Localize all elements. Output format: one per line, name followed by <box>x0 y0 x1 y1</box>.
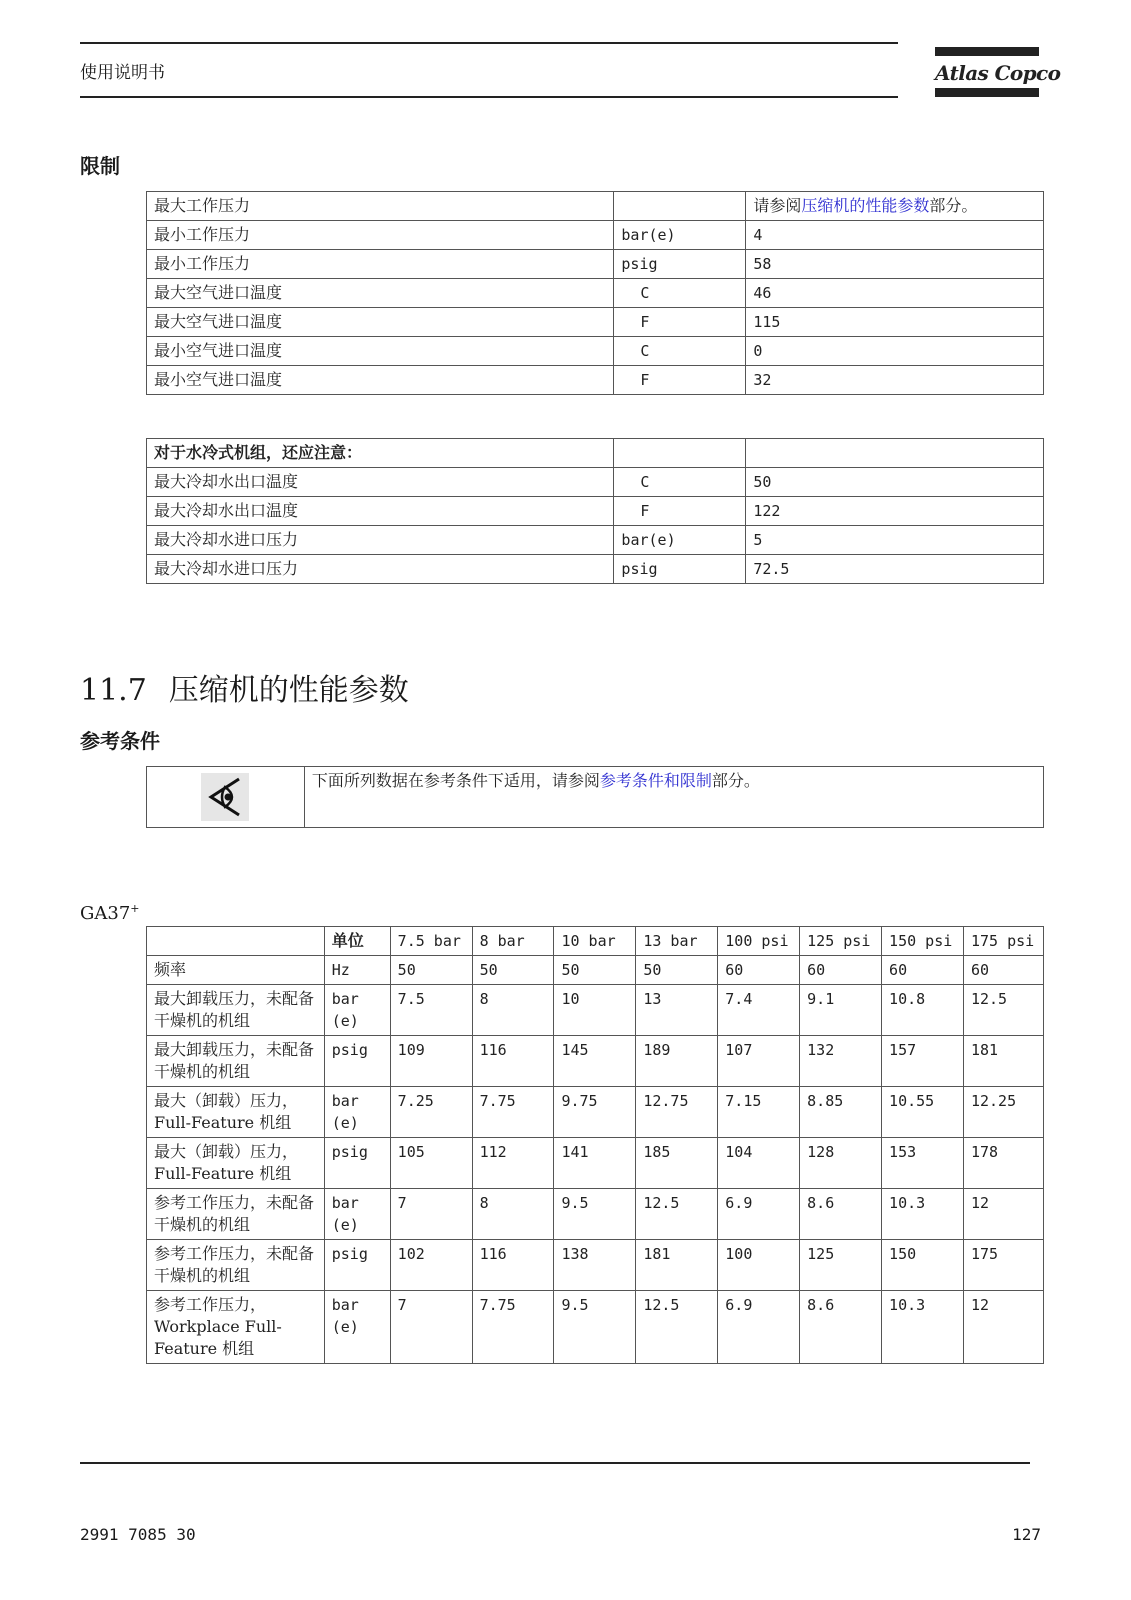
value-cell: 178 <box>963 1138 1043 1189</box>
limit-value: 58 <box>746 250 1044 279</box>
limit-value: 72.5 <box>746 555 1044 584</box>
value-cell: 141 <box>554 1138 636 1189</box>
table-row <box>147 468 1044 497</box>
value-cell: 189 <box>636 1036 718 1087</box>
value-cell: 9.5 <box>554 1291 636 1364</box>
limit-name: 最大空气进口温度 <box>147 308 614 337</box>
row-label: 频率 <box>147 956 325 985</box>
row-label: 最大（卸载）压力，Full-Feature 机组 <box>147 1087 325 1138</box>
value-cell: 8.6 <box>800 1291 882 1364</box>
value-cell: 9.5 <box>554 1189 636 1240</box>
row-unit: psig <box>324 1240 390 1291</box>
document-number: 2991 7085 30 <box>80 1525 196 1544</box>
row-unit: psig <box>324 1138 390 1189</box>
chapter-title-text: 压缩机的性能参数 <box>168 673 409 708</box>
value-cell: 60 <box>718 956 800 985</box>
header-label: 使用说明书 <box>80 63 165 83</box>
logo-bar-top <box>935 47 1039 56</box>
model-name: GA37 <box>80 903 131 924</box>
value-cell: 12.75 <box>636 1087 718 1138</box>
value-cell: 60 <box>800 956 882 985</box>
value-cell: 185 <box>636 1138 718 1189</box>
limit-name: 最小工作压力 <box>147 250 614 279</box>
limit-name: 最大冷却水出口温度 <box>147 497 614 526</box>
water-cooled-header: 对于水冷式机组，还应注意： <box>147 439 614 468</box>
row-label: 最大卸载压力，未配备干燥机的机组 <box>147 1036 325 1087</box>
limits-table <box>146 191 1044 395</box>
logo-bar-bottom <box>935 88 1039 97</box>
value-cell: 12.5 <box>636 1291 718 1364</box>
table-header-row <box>147 927 1044 956</box>
row-label: 参考工作压力，未配备干燥机的机组 <box>147 1189 325 1240</box>
value-cell: 109 <box>390 1036 472 1087</box>
value-cell: 12.25 <box>963 1087 1043 1138</box>
value-cell: 9.1 <box>800 985 882 1036</box>
value-cell: 12.5 <box>963 985 1043 1036</box>
limit-name: 最大工作压力 <box>147 192 614 221</box>
table-row <box>147 250 1044 279</box>
table-row <box>147 1036 1044 1087</box>
column-header: 150 psi <box>882 927 964 956</box>
row-label: 参考工作压力，未配备干燥机的机组 <box>147 1240 325 1291</box>
table-cell <box>614 439 746 468</box>
value-cell: 12 <box>963 1291 1043 1364</box>
row-unit: bar(e) <box>324 1291 390 1364</box>
value-cell: 12.5 <box>636 1189 718 1240</box>
value-cell: 100 <box>718 1240 800 1291</box>
limit-value: 122 <box>746 497 1044 526</box>
value-cell: 7.75 <box>472 1087 554 1138</box>
table-row <box>147 555 1044 584</box>
limit-name: 最小空气进口温度 <box>147 337 614 366</box>
column-header: 125 psi <box>800 927 882 956</box>
limit-name: 最大冷却水出口温度 <box>147 468 614 497</box>
table-row <box>147 985 1044 1036</box>
atlas-copco-logo: Atlas Copco <box>935 61 1061 85</box>
limit-unit: F <box>614 366 746 395</box>
column-header: 175 psi <box>963 927 1043 956</box>
value-cell: 7 <box>390 1189 472 1240</box>
value-cell: 6.9 <box>718 1189 800 1240</box>
water-cooled-table <box>146 438 1044 584</box>
limit-name: 最小空气进口温度 <box>147 366 614 395</box>
value-cell: 8.85 <box>800 1087 882 1138</box>
value-cell: 60 <box>963 956 1043 985</box>
value-cell: 9.75 <box>554 1087 636 1138</box>
value-cell: 157 <box>882 1036 964 1087</box>
value-cell: 7 <box>390 1291 472 1364</box>
header-empty-cell <box>147 927 325 956</box>
limit-value: 115 <box>746 308 1044 337</box>
value-cell: 138 <box>554 1240 636 1291</box>
column-header: 7.5 bar <box>390 927 472 956</box>
limit-value: 4 <box>746 221 1044 250</box>
table-row <box>147 1240 1044 1291</box>
limit-name: 最小工作压力 <box>147 221 614 250</box>
column-header: 13 bar <box>636 927 718 956</box>
limit-unit: bar(e) <box>614 526 746 555</box>
table-row <box>147 192 1044 221</box>
value-cell: 175 <box>963 1240 1043 1291</box>
value-cell: 50 <box>390 956 472 985</box>
limit-unit: C <box>614 279 746 308</box>
value-cell: 132 <box>800 1036 882 1087</box>
value-cell: 10 <box>554 985 636 1036</box>
eye-icon <box>201 773 249 821</box>
limit-name: 最大冷却水进口压力 <box>147 526 614 555</box>
value-cell: 104 <box>718 1138 800 1189</box>
page-number: 127 <box>1012 1525 1041 1544</box>
limit-value <box>746 192 1044 221</box>
value-cell: 50 <box>554 956 636 985</box>
value-cell: 105 <box>390 1138 472 1189</box>
row-label: 最大（卸载）压力，Full-Feature 机组 <box>147 1138 325 1189</box>
row-unit: psig <box>324 1036 390 1087</box>
value-cell: 10.55 <box>882 1087 964 1138</box>
limit-unit: psig <box>614 555 746 584</box>
reference-note-box <box>146 766 1044 828</box>
model-title <box>80 902 140 924</box>
header-bottom-rule <box>80 96 898 98</box>
performance-link[interactable]: 压缩机的性能参数 <box>801 196 930 215</box>
value-cell: 7.75 <box>472 1291 554 1364</box>
model-superscript: + <box>130 902 140 915</box>
column-header: 单位 <box>324 927 390 956</box>
table-row <box>147 308 1044 337</box>
value-cell: 102 <box>390 1240 472 1291</box>
value-cell: 7.4 <box>718 985 800 1036</box>
table-row <box>147 1087 1044 1138</box>
note-text-pre: 下面所列数据在参考条件下适用，请参阅 <box>311 771 600 790</box>
value-cell: 112 <box>472 1138 554 1189</box>
reference-heading: 参考条件 <box>80 729 160 753</box>
column-header: 10 bar <box>554 927 636 956</box>
value-cell: 8.6 <box>800 1189 882 1240</box>
value-cell: 150 <box>882 1240 964 1291</box>
column-header: 8 bar <box>472 927 554 956</box>
note-text-cell <box>304 767 1043 828</box>
table-row <box>147 1189 1044 1240</box>
limit-unit: F <box>614 497 746 526</box>
value-cell: 125 <box>800 1240 882 1291</box>
table-row <box>147 337 1044 366</box>
limit-value: 32 <box>746 366 1044 395</box>
table-row <box>147 279 1044 308</box>
limit-unit: C <box>614 337 746 366</box>
value-cell: 7.5 <box>390 985 472 1036</box>
value-cell: 107 <box>718 1036 800 1087</box>
limit-value: 0 <box>746 337 1044 366</box>
value-cell: 50 <box>472 956 554 985</box>
limit-value: 5 <box>746 526 1044 555</box>
value-cell: 8 <box>472 985 554 1036</box>
row-label: 参考工作压力，Workplace Full-Feature 机组 <box>147 1291 325 1364</box>
table-row <box>147 526 1044 555</box>
table-row <box>147 497 1044 526</box>
reference-conditions-link[interactable]: 参考条件和限制 <box>599 771 712 790</box>
limit-name: 最大冷却水进口压力 <box>147 555 614 584</box>
row-unit: bar(e) <box>324 1189 390 1240</box>
value-cell: 7.15 <box>718 1087 800 1138</box>
limits-heading: 限制 <box>80 154 120 178</box>
limit-unit: bar(e) <box>614 221 746 250</box>
chapter-title <box>80 665 409 709</box>
table-row <box>147 366 1044 395</box>
limit-value: 50 <box>746 468 1044 497</box>
chapter-number: 11.7 <box>80 673 147 708</box>
note-icon-cell <box>147 767 305 828</box>
value-cell: 60 <box>882 956 964 985</box>
value-cell: 13 <box>636 985 718 1036</box>
value-cell: 6.9 <box>718 1291 800 1364</box>
limit-unit: C <box>614 468 746 497</box>
limit-name: 最大空气进口温度 <box>147 279 614 308</box>
header-top-rule <box>80 42 898 44</box>
value-cell: 116 <box>472 1240 554 1291</box>
value-cell: 10.3 <box>882 1189 964 1240</box>
limit-unit <box>614 192 746 221</box>
value-cell: 181 <box>963 1036 1043 1087</box>
table-row <box>147 767 1044 828</box>
note-text-post: 部分。 <box>711 771 760 790</box>
table-row <box>147 956 1044 985</box>
column-header: 100 psi <box>718 927 800 956</box>
value-cell: 181 <box>636 1240 718 1291</box>
value-cell: 145 <box>554 1036 636 1087</box>
value-cell: 12 <box>963 1189 1043 1240</box>
limit-unit: psig <box>614 250 746 279</box>
value-cell: 10.8 <box>882 985 964 1036</box>
limit-value: 46 <box>746 279 1044 308</box>
table-row <box>147 1291 1044 1364</box>
footer-rule <box>80 1462 1030 1464</box>
row-label: 最大卸载压力，未配备干燥机的机组 <box>147 985 325 1036</box>
row-unit: Hz <box>324 956 390 985</box>
value-cell: 10.3 <box>882 1291 964 1364</box>
performance-table <box>146 926 1044 1364</box>
row-unit: bar(e) <box>324 1087 390 1138</box>
value-text: 请参阅 <box>753 196 802 215</box>
value-cell: 7.25 <box>390 1087 472 1138</box>
table-row <box>147 439 1044 468</box>
value-cell: 153 <box>882 1138 964 1189</box>
table-row <box>147 1138 1044 1189</box>
row-unit: bar(e) <box>324 985 390 1036</box>
value-cell: 128 <box>800 1138 882 1189</box>
value-cell: 116 <box>472 1036 554 1087</box>
table-cell <box>746 439 1044 468</box>
value-cell: 8 <box>472 1189 554 1240</box>
limit-unit: F <box>614 308 746 337</box>
value-text: 部分。 <box>929 196 978 215</box>
table-row <box>147 221 1044 250</box>
value-cell: 50 <box>636 956 718 985</box>
